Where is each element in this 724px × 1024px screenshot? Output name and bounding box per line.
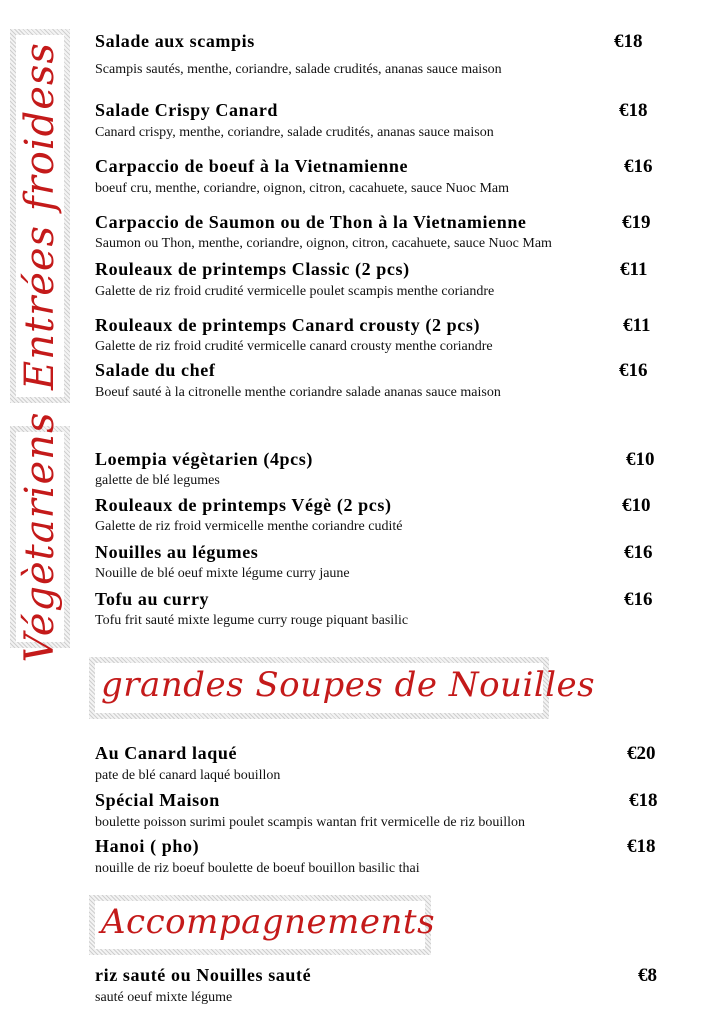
item-name: Rouleaux de printemps Classic (2 pcs) [95,259,410,279]
item-name: Rouleaux de printemps Canard crousty (2 pcs) [95,315,481,335]
item-price: €20 [627,743,656,764]
accompagnements-title: Accompagnements [101,902,436,942]
item-description: pate de blé canard laqué bouillon [95,768,281,783]
item-price: €16 [619,360,648,381]
item-name: Loempia végètarien (4pcs) [95,449,313,469]
item-price: €10 [626,449,655,470]
item-description: Galette de riz froid vermicelle menthe coriandre cudité [95,519,403,534]
item-price: €18 [629,790,658,811]
item-price: €16 [624,589,653,610]
item-name: Au Canard laqué [95,743,238,763]
item-description: Boeuf sauté à la citronelle menthe coriandre salade ananas sauce maison [95,385,501,400]
item-name: Rouleaux de printemps Végè (2 pcs) [95,495,392,515]
item-name: riz sauté ou Nouilles sauté [95,965,312,985]
item-name: Tofu au curry [95,589,210,609]
entrees-title-frame [10,29,70,403]
item-price: €10 [622,495,651,516]
entrees-title: Entrées froidess [17,42,63,390]
item-description: Scampis sautés, menthe, coriandre, salade crudités, ananas sauce maison [95,62,502,77]
item-price: €18 [619,100,648,121]
item-description: Galette de riz froid crudité vermicelle poulet scampis menthe coriandre [95,284,495,299]
item-description: Nouille de blé oeuf mixte légume curry jaune [95,566,350,581]
item-name: Salade aux scampis [95,31,255,51]
item-price: €19 [622,212,651,233]
item-description: nouille de riz boeuf boulette de boeuf bouillon basilic thai [95,861,420,876]
item-price: €18 [614,31,643,52]
item-price: €18 [627,836,656,857]
item-description: Saumon ou Thon, menthe, coriandre, oignon, citron, cacahuete, sauce Nuoc Mam [95,236,552,251]
item-name: Spécial Maison [95,790,220,810]
item-description: Canard crispy, menthe, coriandre, salade crudités, ananas sauce maison [95,125,494,140]
item-description: Galette de riz froid crudité vermicelle canard crousty menthe coriandre [95,339,493,354]
item-name: Salade du chef [95,360,216,380]
item-description: boulette poisson surimi poulet scampis wantan frit vermicelle de riz bouillon [95,815,526,830]
item-name: Carpaccio de Saumon ou de Thon à la Vietnamienne [95,212,527,232]
accompagnements-title-frame [89,895,436,955]
item-price: €11 [620,259,648,280]
item-name: Nouilles au légumes [95,542,259,562]
vegetariens-title: Végètariens [17,411,63,663]
item-name: Salade Crispy Canard [95,100,279,120]
item-name: Carpaccio de boeuf à la Vietnamienne [95,156,409,176]
item-price: €16 [624,156,653,177]
item-price: €16 [624,542,653,563]
item-name: Hanoi ( pho) [95,836,200,856]
item-description: Tofu frit sauté mixte legume curry rouge piquant basilic [95,613,409,628]
soupes-title-frame [89,657,596,719]
item-price: €8 [638,965,657,986]
item-description: boeuf cru, menthe, coriandre, oignon, citron, cacahuete, sauce Nuoc Mam [95,181,509,196]
item-description: sauté oeuf mixte légume [95,990,233,1005]
item-description: galette de blé legumes [95,473,220,488]
item-price: €11 [623,315,651,336]
soupes-title: grandes Soupes de Nouilles [101,665,596,705]
vegetariens-title-frame [10,411,70,663]
